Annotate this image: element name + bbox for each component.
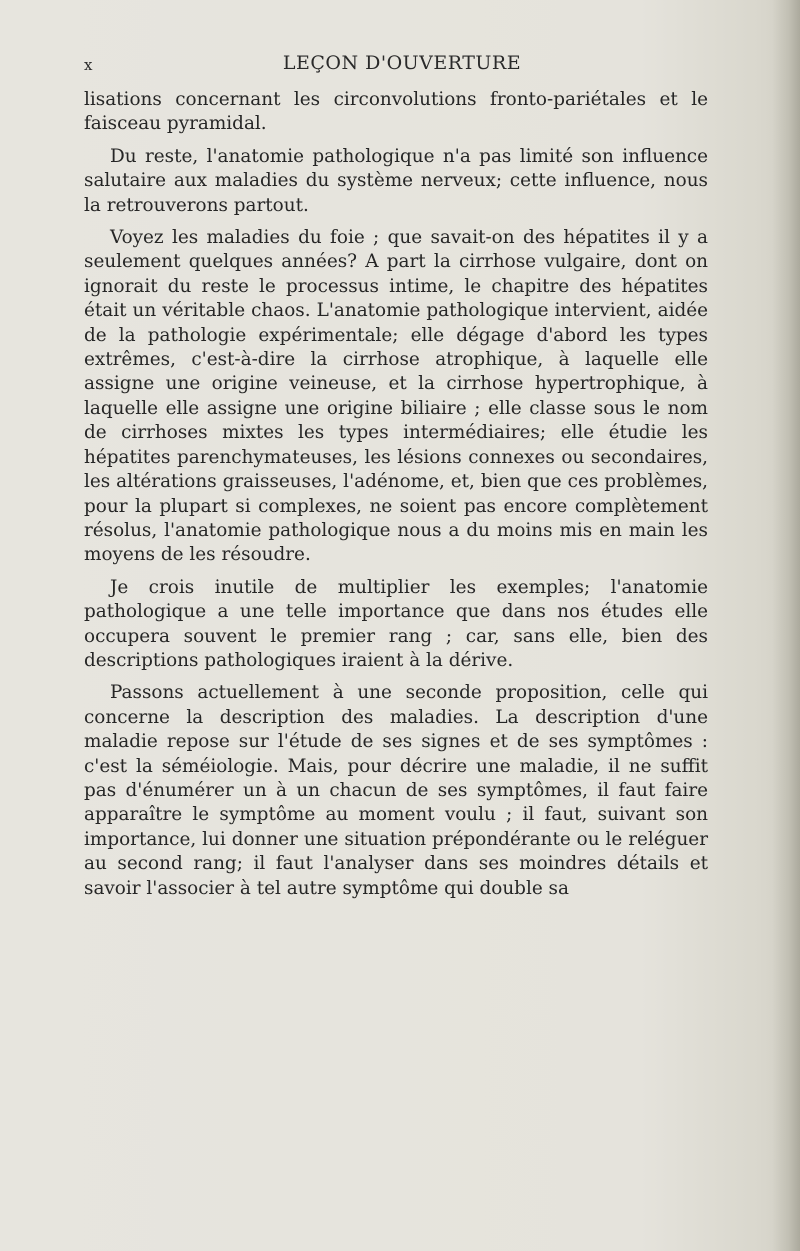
running-title: LEÇON D'OUVERTURE [282,52,522,74]
paragraph-5: Passons actuellement à une seconde proposition, celle qui concerne la description des maladies. La description d'une maladie repose sur l'étude de ses signes et de ses symptômes : c'est la séméiologie. Mais, pour décrire une maladie, il ne suffit pas d'énumérer un à un chacun de ses symptômes, il faut faire apparaître le symptôme au moment voulu ; il faut, suivant son importance, lui donner une situation prépondérante ou le reléguer au second rang; il faut l'analyser dans ses moindres détails et savoir l'associer à tel autre symptôme qui double sa [84,682,708,899]
paragraph-3: Voyez les maladies du foie ; que savait-on des hépatites il y a seulement quelques années? A part la cirrhose vulgaire, dont on ignorait du reste le processus intime, le chapitre des hépatites était un véritable chaos. L'anatomie pathologique intervient, aidée de la pathologie expérimentale; elle dégage d'abord les types extrêmes, c'est-à-dire la cirrhose atrophique, à laquelle elle assigne une origine veineuse, et la cirrhose hypertrophique, à laquelle elle assigne une origine biliaire ; elle classe sous le nom de cirrhoses mixtes les types intermédiaires; elle étudie les hépatites parenchymateuses, les lésions connexes ou secondaires, les altérations graisseuses, l'adénome, et, bien que ces problèmes, pour la plupart si complexes, ne soient pas encore complètement résolus, l'anatomie pathologique nous a du moins mis en main les moyens de les résoudre. [84,227,708,566]
page-shadow-edge [772,0,800,1251]
paragraph-1: lisations concernant les circonvolutions fronto-pariétales et le faisceau pyramidal. [84,89,708,135]
page-number: x [84,56,93,74]
page-header [84,52,720,82]
paragraph-2: Du reste, l'anatomie pathologique n'a pas limité son influence salutaire aux maladies du système nerveux; cette influence, nous la retrouverons partout. [84,145,708,216]
body-text [84,88,708,909]
paragraph-4: Je crois inutile de multiplier les exemples; l'anatomie pathologique a une telle importance que dans nos études elle occupera souvent le premier rang ; car, sans elle, bien des descriptions pathologiques iraient à la dérive. [84,576,708,671]
